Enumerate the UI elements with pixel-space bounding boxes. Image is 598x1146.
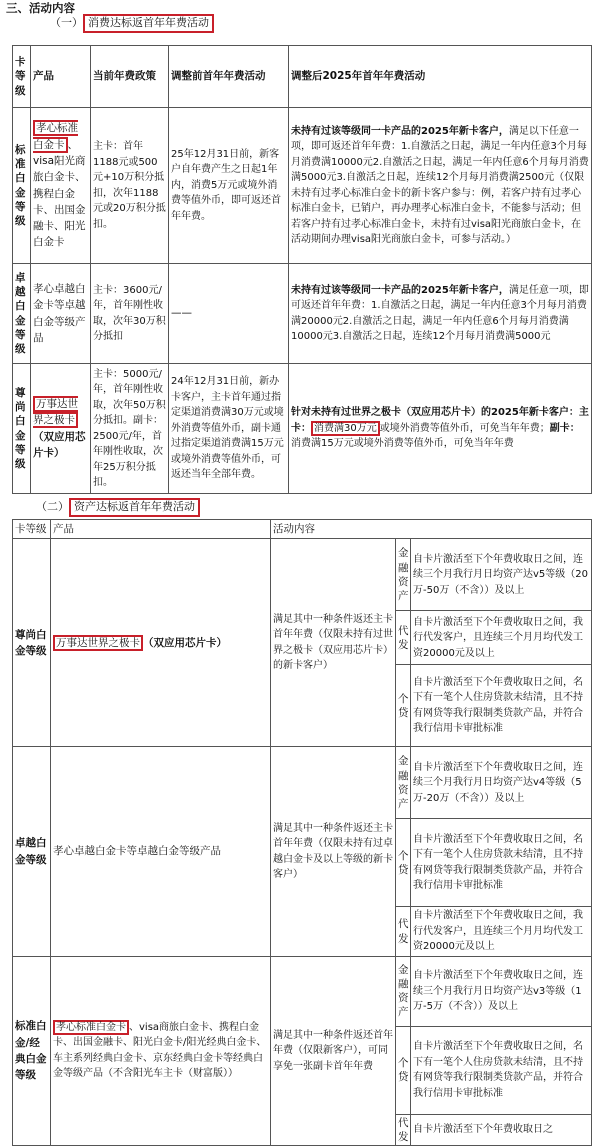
- table-row: [13, 747, 592, 819]
- policy-cell: [91, 108, 169, 264]
- after-bold: 副卡：: [549, 422, 580, 434]
- section-title: 三、活动内容: [6, 1, 75, 15]
- activity-cell: 满足其中一种条件返还主卡首年年费（仅限未持有过卓越白金卡及以上等级的新卡客户）: [271, 747, 396, 957]
- card-level: 标准白金等级: [13, 108, 31, 264]
- after-text: 消费满15万元或境外消费等值外币，可免当年年费: [291, 438, 514, 450]
- cond-text: 自卡片激活至下个年费收取日之间，连续三个月我行月日均资产达v5等级（20万-50万（不含））及以上: [411, 539, 592, 611]
- card-level: 尊尚白金等级: [13, 539, 51, 747]
- product-cell: 孝心卓越白金卡等卓越白金等级产品: [51, 747, 271, 957]
- product-cell: [31, 364, 91, 494]
- highlight-box: 万事达世界之极卡: [53, 635, 143, 651]
- cond-type: 个贷: [396, 665, 411, 747]
- table-row: [13, 956, 592, 1026]
- part2-heading: [36, 498, 200, 517]
- highlight-box: 孝心标准白金卡: [33, 122, 78, 151]
- cond-text: 自卡片激活至下个年费收取日之间，连续三个月我行月日均资产达v4等级（5万-20万（不含））及以上: [411, 747, 592, 819]
- cond-text: 自卡片激活至下个年费收取日之间，名下有一笔个人住房贷款未结清，且不持有网贷等我行限制类贷款产品，并符合我行信用卡审批标准: [411, 819, 592, 907]
- product-text: （双应用芯片卡）: [143, 636, 227, 649]
- card-level: 卓越白金等级: [13, 264, 31, 364]
- policy-cell: 主卡：3600元/年，首年刚性收取，次年30万积分抵扣: [91, 264, 169, 364]
- cond-text: 自卡片激活至下个年费收取日之间，名下有一笔个人住房贷款未结清，且不持有网贷等我行限制类贷款产品，并符合我行信用卡审批标准: [411, 665, 592, 747]
- cond-type: 个贷: [396, 1026, 411, 1114]
- part1-label: （一）: [50, 16, 83, 29]
- table-row: [13, 364, 592, 494]
- highlight-box: 消费满30万元: [311, 421, 380, 436]
- table-row: [13, 108, 592, 264]
- table-row: [13, 264, 592, 364]
- before-cell: 25年12月31日前，新客户自年费产生之日起1年内，消费5万元或境外消费等值外币，即可返还首年年费。: [169, 108, 289, 264]
- after-text: 满足任意一项，即可返还首年年费：1.自激活之日起，满足一年内任意3个月每月消费满20000元2.自激活之日起，满足一年内任意6个月每月消费满10000元3.自激活之日起，连续12个月每月消费满5000元: [291, 284, 589, 342]
- card-level: 卓越白金等级: [13, 747, 51, 957]
- part1-title: 消费达标返首年年费活动: [83, 14, 214, 33]
- card-level: 尊尚白金等级: [13, 364, 31, 494]
- col-header: 产品: [31, 46, 91, 108]
- after-cell: [289, 264, 592, 364]
- col-header: 调整后2025年首年年费活动: [289, 46, 592, 108]
- product-cell: [31, 108, 91, 264]
- part2-title: 资产达标返首年年费活动: [69, 498, 200, 517]
- part2-table: [12, 519, 592, 1146]
- col-header: 活动内容: [271, 520, 592, 539]
- cond-type: 金融资产: [396, 956, 411, 1026]
- cond-text: 自卡片激活至下个年费收取日之间，连续三个月我行月日均资产达v3等级（1万-5万（不含））及以上: [411, 956, 592, 1026]
- product-text: 、visa阳光商旅白金卡、携程白金卡、出国金融卡、阳光白金卡: [33, 138, 86, 249]
- cond-text: 自卡片激活至下个年费收取日之: [411, 1114, 592, 1145]
- cond-text: 自卡片激活至下个年费收取日之间，我行代发客户，且连续三个月月均代发工资20000元及以上: [411, 907, 592, 957]
- product-cell: 孝心卓越白金卡等卓越白金等级产品: [31, 264, 91, 364]
- product-cell: [51, 956, 271, 1145]
- product-text: 、visa商旅白金卡、携程白金卡、出国金融卡、阳光白金卡/阳光经典白金卡、车主系列经典白金卡、京东经典白金卡等经典白金等级产品（不含阳光车主卡（财富版））: [53, 1021, 267, 1080]
- col-header: 当前年费政策: [91, 46, 169, 108]
- part2-label: （二）: [36, 500, 69, 513]
- product-text: （双应用芯片卡）: [33, 430, 86, 459]
- highlight-box: 万事达世界之极卡: [33, 397, 78, 427]
- highlight-box: 孝心标准白金卡: [53, 1020, 129, 1035]
- cond-type: 金融资产: [396, 539, 411, 611]
- before-cell: ——: [169, 264, 289, 364]
- activity-cell: 满足其中一种条件返还首年年费（仅限新客户），可同享免一张副卡首年年费: [271, 956, 396, 1145]
- after-bold: 未持有过该等级同一卡产品的2025年新卡客户，: [291, 284, 509, 296]
- product-cell: [51, 539, 271, 747]
- policy-cell: 主卡：5000元/年，首年刚性收取，次年50万积分抵扣。副卡：2500元/年，首年刚性收取，次年25万积分抵扣。: [91, 364, 169, 494]
- before-cell: 24年12月31日前，新办卡客户，主卡首年通过指定渠道消费满30万元或境外消费等值外币，副卡通过指定渠道消费满15万元或境外消费等值外币，可返还当年全部年费。: [169, 364, 289, 494]
- col-header: 卡等级: [13, 46, 31, 108]
- cond-type: 个贷: [396, 819, 411, 907]
- policy-text: 主卡：首年1188元或500元+10万积分抵扣，次年1188元或20万积分抵扣。: [93, 141, 166, 230]
- col-header: 产品: [51, 520, 271, 539]
- after-text: 满足以下任意一项，即可返还首年年费：1.自激活之日起，满足一年内任意3个月每月消费满10000元2.自激活之日起，满足一年内任意6个月每月消费满5000元3.自激活之日起，连续12个月每月消费满2500元（仅限未持有过孝心标准白金卡的新卡客户参与：例，若客户持有过孝心标准白金卡，已销户，再办理孝心标准白金卡，不能参与活动；但若客户持有过孝心标准白金卡，未持有过visa阳光商旅白金卡，在活动期间办理visa阳光商旅白金卡，可参与活动。）: [291, 125, 589, 245]
- after-cell: [289, 108, 592, 264]
- table-row: [13, 539, 592, 611]
- table-header-row: [13, 520, 592, 539]
- cond-type: 代发: [396, 907, 411, 957]
- table-header-row: [13, 46, 592, 108]
- after-bold: 针对未持有过世界之极卡（双应用芯片卡）的2025年新卡客户：主卡：: [291, 407, 589, 434]
- cond-text: 自卡片激活至下个年费收取日之间，名下有一笔个人住房贷款未结清，且不持有网贷等我行限制类贷款产品，并符合我行信用卡审批标准: [411, 1026, 592, 1114]
- col-header: 卡等级: [13, 520, 51, 539]
- cond-type: 代发: [396, 611, 411, 665]
- activity-cell: 满足其中一种条件返还主卡首年年费（仅限未持有过世界之极卡（双应用芯片卡）的新卡客户）: [271, 539, 396, 747]
- after-cell: [289, 364, 592, 494]
- cond-type: 金融资产: [396, 747, 411, 819]
- after-text: 或境外消费等值外币，可免当年年费；: [379, 422, 550, 434]
- col-header: 调整前首年年费活动: [169, 46, 289, 108]
- cond-type: 代发: [396, 1114, 411, 1145]
- after-bold: 未持有过该等级同一卡产品的2025年新卡客户，: [291, 125, 509, 137]
- part1-heading: [50, 14, 214, 33]
- cond-text: 自卡片激活至下个年费收取日之间，我行代发客户，且连续三个月月均代发工资20000元及以上: [411, 611, 592, 665]
- card-level: 标准白金/经典白金等级: [13, 956, 51, 1145]
- part1-table: [12, 45, 592, 494]
